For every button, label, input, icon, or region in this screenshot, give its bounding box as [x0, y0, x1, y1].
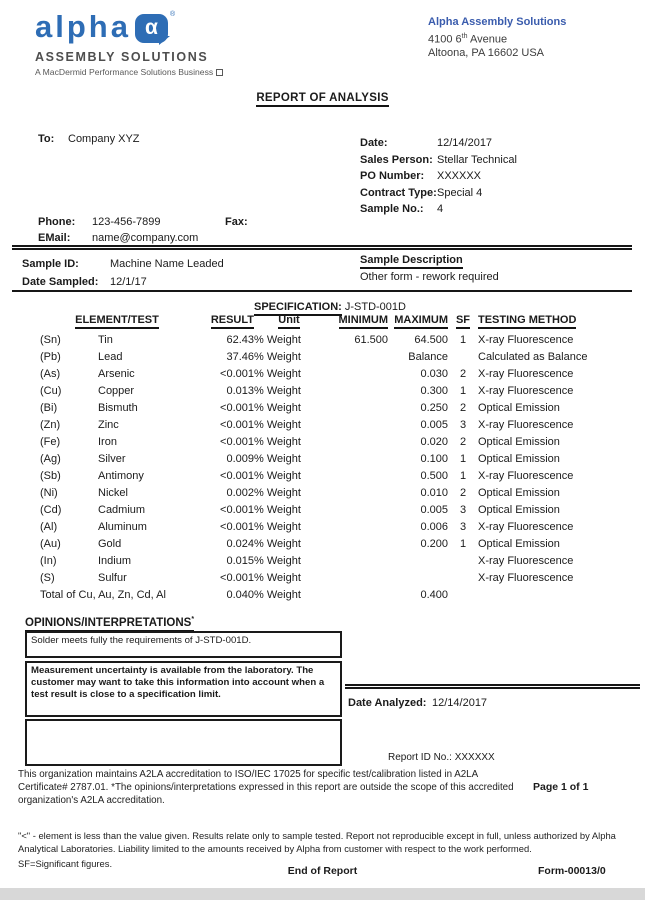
cell-result: <0.001 [220, 470, 254, 482]
cell-symbol: (In) [40, 555, 57, 567]
cell-method: X-ray Fluorescence [478, 572, 574, 584]
accreditation-text: This organization maintains A2LA accreditation to ISO/IEC 17025 for specific test/calibration listed in A2LA Certificate# 2787.01. *The opinions/interpretations expressed in this report are outside the scope of this accredited organization's A2LA accreditation. [18, 769, 514, 807]
table-row [40, 366, 628, 383]
table-row [40, 553, 628, 570]
header-maximum: MAXIMUM [388, 312, 448, 332]
cell-element: Gold [98, 538, 122, 550]
divider-double-analyzed [345, 684, 640, 689]
cell-element: Iron [98, 436, 117, 448]
cell-unit: % Weight [254, 538, 301, 550]
cell-symbol: (Au) [40, 538, 61, 550]
cell-element: Indium [98, 555, 132, 567]
cell-max: 0.005 [420, 419, 448, 431]
cell-method: X-ray Fluorescence [478, 419, 574, 431]
cell-sf [448, 349, 478, 366]
cell-result: <0.001 [220, 572, 254, 584]
order-value: Special 4 [437, 186, 483, 199]
cell-min [324, 502, 388, 519]
cell-element: Antimony [98, 470, 144, 482]
cell-result: <0.001 [220, 504, 254, 516]
specification-label: SPECIFICATION: [254, 301, 342, 316]
cell-max: 0.500 [420, 470, 448, 482]
cell-min [324, 451, 388, 468]
page-number: Page 1 of 1 [533, 781, 589, 793]
cell-element: Sulfur [98, 572, 127, 584]
order-value: 4 [437, 203, 444, 216]
cell-min [324, 417, 388, 434]
order-row [360, 183, 630, 200]
footnote-less-than: "<" - element is less than the value given. Results relate only to sample tested. Report not reproducible except in full, unless authorized by Alpha Analytical Laboratories. Liability limited to the amounts received by Alpha from customer with respect to the work performed. [18, 830, 616, 854]
cell-max: 0.030 [420, 368, 448, 380]
logo-wordmark: alpha [35, 9, 131, 44]
cell-symbol: (Zn) [40, 419, 61, 431]
cell-unit: % Weight [254, 385, 301, 397]
cell-min [324, 468, 388, 485]
cell-min [324, 519, 388, 536]
address-company: Alpha Assembly Solutions [428, 16, 567, 28]
cell-result: 0.040 [226, 589, 254, 601]
opinions-heading: OPINIONS/INTERPRETATIONS* [25, 616, 194, 632]
phone-label: Phone: [38, 216, 76, 228]
order-label: Sales Person: [360, 153, 433, 166]
cell-method: X-ray Fluorescence [478, 368, 574, 380]
to-label: To: [38, 133, 55, 145]
cell-max [388, 553, 448, 570]
cell-result: 0.015 [226, 555, 254, 567]
cell-symbol: (Al) [40, 521, 58, 533]
table-row [40, 434, 628, 451]
company-logo [35, 9, 223, 77]
table-row [40, 485, 628, 502]
order-row [360, 133, 630, 150]
cell-symbol: (Cd) [40, 504, 62, 516]
cell-unit: % Weight [254, 487, 301, 499]
opinion-box-1: Solder meets fully the requirements of J-STD-001D. [25, 631, 342, 658]
cell-result: <0.001 [220, 368, 254, 380]
date-analyzed-value: 12/14/2017 [432, 697, 488, 709]
header-unit: Unit [254, 312, 324, 332]
cell-element: Copper [98, 385, 135, 397]
cell-symbol: (Cu) [40, 385, 62, 397]
cell-sf: 2 [459, 436, 467, 448]
cell-method: Optical Emission [478, 538, 560, 550]
table-header-row [40, 312, 628, 332]
company-address [428, 16, 566, 60]
cell-min: 61.500 [354, 334, 388, 346]
footnote-sf: SF=Significant figures. [18, 858, 113, 869]
cell-sf [448, 570, 478, 587]
cell-sf [448, 553, 478, 570]
cell-unit: % Weight [254, 368, 301, 380]
cell-symbol: (As) [40, 368, 61, 380]
cell-max: 0.020 [420, 436, 448, 448]
divider-single [12, 290, 632, 292]
cell-sf: 1 [459, 470, 467, 482]
cell-result: <0.001 [220, 402, 254, 414]
cell-symbol: (Sn) [40, 334, 61, 346]
cell-method [478, 587, 628, 604]
cell-method: Optical Emission [478, 504, 560, 516]
cell-method: Optical Emission [478, 453, 560, 465]
cell-element: Lead [98, 351, 123, 363]
cell-sf [448, 587, 478, 604]
cell-min [324, 434, 388, 451]
cell-max: 0.300 [420, 385, 448, 397]
table-row [40, 468, 628, 485]
order-row [360, 150, 630, 167]
logo-tagline: A MacDermid Performance Solutions Business [35, 67, 223, 77]
cell-max: 0.010 [420, 487, 448, 499]
header-sf: SF [448, 312, 478, 332]
cell-element: Aluminum [98, 521, 147, 533]
table-row [40, 349, 628, 366]
table-row [40, 383, 628, 400]
results-tbody [40, 332, 628, 604]
cell-max: 0.400 [420, 589, 448, 601]
cell-min [324, 366, 388, 383]
cell-element: Nickel [98, 487, 128, 499]
cell-result: 0.002 [226, 487, 254, 499]
order-info [360, 133, 630, 216]
specification-value: J-STD-001D [341, 301, 406, 313]
cell-max: 0.006 [420, 521, 448, 533]
results-table [40, 312, 628, 604]
table-row [40, 587, 628, 604]
date-sampled-label: Date Sampled: [22, 276, 99, 288]
order-label: Date: [360, 137, 388, 149]
cell-unit: % Weight [254, 470, 301, 482]
cell-unit: % Weight [254, 504, 301, 516]
divider-double [12, 245, 632, 250]
cell-unit: % Weight [254, 572, 301, 584]
cell-result: 0.013 [226, 385, 254, 397]
cell-element: Cadmium [98, 504, 146, 516]
cell-sf: 2 [459, 402, 467, 414]
order-row [360, 199, 630, 216]
fax-label: Fax: [225, 216, 248, 228]
address-street: 4100 6th Avenue [428, 32, 508, 46]
header-result: RESULT [194, 312, 254, 332]
cell-max: Balance [408, 351, 448, 363]
cell-sf: 3 [459, 504, 467, 516]
cell-symbol: (Pb) [40, 351, 61, 363]
cell-result: 37.46 [226, 351, 254, 363]
email-label: EMail: [38, 232, 71, 244]
cell-result: <0.001 [220, 436, 254, 448]
sample-id-label: Sample ID: [22, 258, 79, 270]
order-row [360, 166, 630, 183]
cell-unit: % Weight [254, 419, 301, 431]
cell-sf: 1 [459, 453, 467, 465]
cell-method: Optical Emission [478, 402, 560, 414]
cell-symbol: (Ag) [40, 453, 61, 465]
registered-mark-icon: ® [169, 11, 176, 18]
cell-method: X-ray Fluorescence [478, 334, 574, 346]
cell-unit: % Weight [254, 521, 301, 533]
table-row [40, 451, 628, 468]
cell-unit: % Weight [254, 453, 301, 465]
form-number: Form-00013/0 [538, 865, 606, 877]
cell-symbol: (Bi) [40, 402, 58, 414]
cell-min [324, 400, 388, 417]
cell-min [324, 536, 388, 553]
cell-method: X-ray Fluorescence [478, 521, 574, 533]
sample-desc-value: Other form - rework required [360, 271, 499, 283]
order-value: Stellar Technical [437, 153, 517, 166]
table-row [40, 502, 628, 519]
cell-symbol: (Ni) [40, 487, 58, 499]
cell-sf: 2 [459, 368, 467, 380]
cell-sf: 3 [459, 521, 467, 533]
date-sampled-value: 12/1/17 [110, 276, 147, 288]
report-id: Report ID No.: XXXXXX [388, 752, 495, 763]
cell-method: X-ray Fluorescence [478, 470, 574, 482]
cell-sf: 1 [459, 538, 467, 550]
email-value: name@company.com [92, 232, 199, 244]
cell-element: Silver [98, 453, 126, 465]
cell-min [324, 485, 388, 502]
table-row [40, 570, 628, 587]
cell-result: 62.43 [226, 334, 254, 346]
opinion-box-3 [25, 719, 342, 766]
opinion-box-2: Measurement uncertainty is available from the laboratory. The customer may want to take this information into account when a test result is close to a specification limit. [25, 661, 342, 717]
cell-result: <0.001 [220, 521, 254, 533]
scan-edge [0, 888, 645, 900]
logo-subtitle: ASSEMBLY SOLUTIONS [35, 50, 209, 64]
cell-min [324, 553, 388, 570]
order-label: PO Number: [360, 170, 425, 183]
cell-max: 0.250 [420, 402, 448, 414]
sample-id-value: Machine Name Leaded [110, 258, 224, 270]
cell-result: <0.001 [220, 419, 254, 431]
sample-desc-label: Sample Description [360, 254, 463, 269]
table-row [40, 417, 628, 434]
cell-method: Optical Emission [478, 487, 560, 499]
table-row [40, 400, 628, 417]
cell-symbol: (Sb) [40, 470, 61, 482]
macdermid-mark-icon [216, 69, 223, 76]
cell-sf: 1 [459, 334, 467, 346]
cell-max: 0.100 [420, 453, 448, 465]
cell-result: 0.009 [226, 453, 254, 465]
cell-max: 64.500 [414, 334, 448, 346]
to-value: Company XYZ [68, 133, 140, 145]
cell-min [324, 349, 388, 366]
cell-method: X-ray Fluorescence [478, 385, 574, 397]
cell-element: Arsenic [98, 368, 135, 380]
report-title: REPORT OF ANALYSIS [0, 88, 645, 106]
cell-element: Tin [98, 334, 113, 346]
cell-min [324, 383, 388, 400]
phone-value: 123-456-7899 [92, 216, 161, 228]
order-value: 12/14/2017 [437, 137, 493, 149]
order-value: XXXXXX [437, 170, 482, 183]
end-of-report: End of Report [287, 865, 358, 877]
cell-min [324, 587, 388, 604]
cell-unit: % Weight [254, 334, 301, 346]
cell-method: Optical Emission [478, 436, 560, 448]
cell-unit: % Weight [254, 402, 301, 414]
cell-symbol: (S) [40, 572, 55, 584]
header-element-test: ELEMENT/TEST [40, 312, 194, 332]
cell-sf: 1 [459, 385, 467, 397]
cell-result: 0.024 [226, 538, 254, 550]
cell-method: Calculated as Balance [478, 351, 588, 363]
cell-unit: % Weight [254, 555, 301, 567]
cell-element: Total of Cu, Au, Zn, Cd, Al [40, 589, 166, 601]
cell-unit: % Weight [254, 589, 301, 601]
table-row [40, 536, 628, 553]
cell-unit: % Weight [254, 436, 301, 448]
cell-min [324, 570, 388, 587]
cell-sf: 2 [459, 487, 467, 499]
cell-sf: 3 [459, 419, 467, 431]
cell-symbol: (Fe) [40, 436, 61, 448]
cell-max: 0.005 [420, 504, 448, 516]
cell-method: X-ray Fluorescence [478, 555, 574, 567]
alpha-logo-icon: α ® [135, 12, 173, 46]
order-label: Sample No.: [360, 203, 424, 216]
header-testing-method: TESTING METHOD [478, 312, 628, 332]
header-minimum: MINIMUM [324, 312, 388, 332]
cell-unit: % Weight [254, 351, 301, 363]
date-analyzed-label: Date Analyzed: [348, 697, 427, 709]
table-row [40, 332, 628, 349]
order-label: Contract Type: [360, 186, 437, 199]
address-city: Altoona, PA 16602 USA [428, 46, 544, 59]
cell-max: 0.200 [420, 538, 448, 550]
table-row [40, 519, 628, 536]
cell-max [388, 570, 448, 587]
cell-element: Bismuth [98, 402, 138, 414]
cell-element: Zinc [98, 419, 119, 431]
